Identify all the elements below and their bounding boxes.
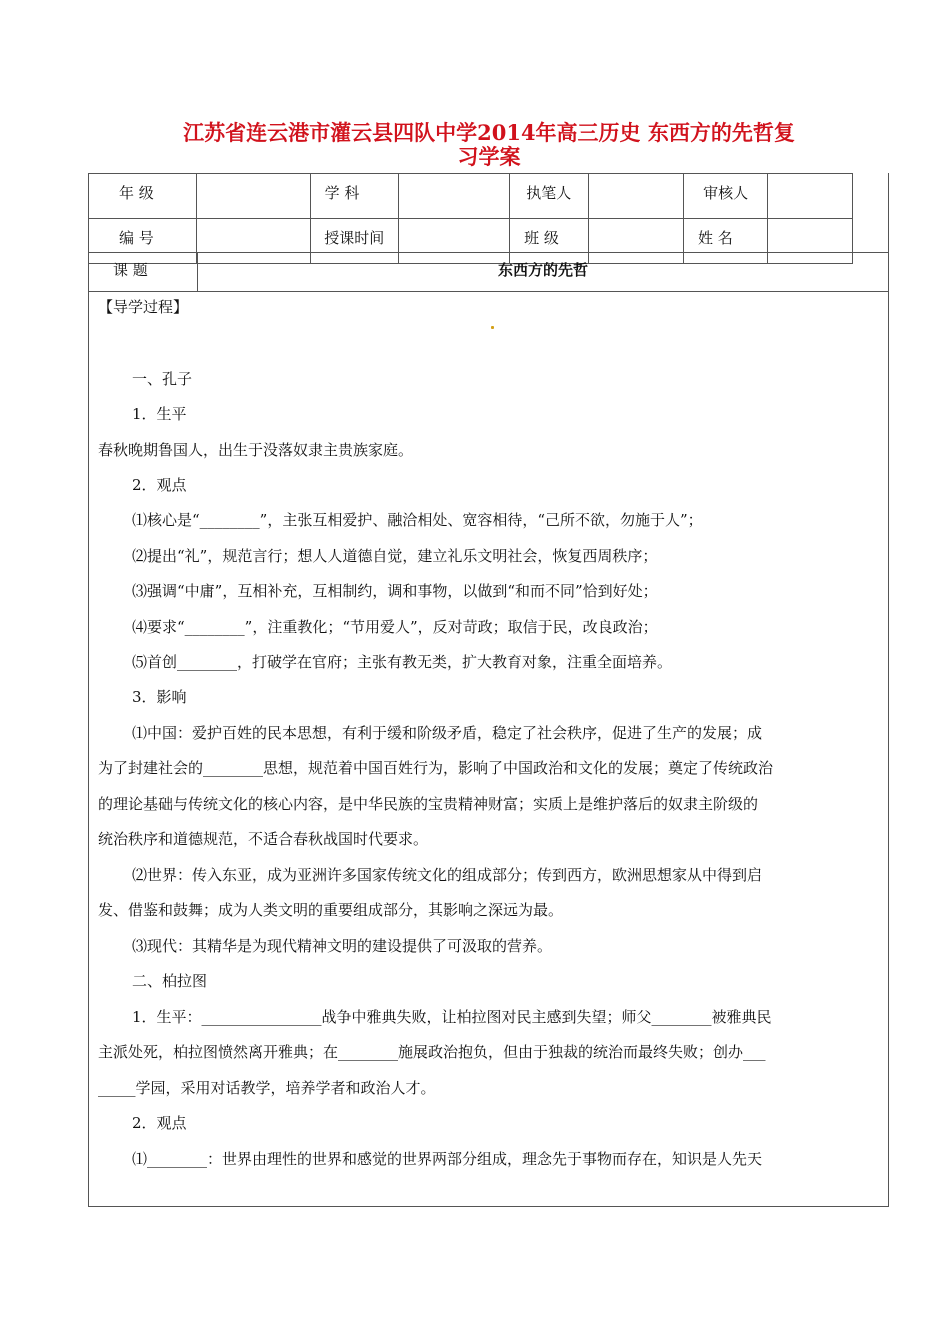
- writer-label: 执笔人: [510, 174, 588, 219]
- topic-value: 东西方的先哲: [497, 261, 588, 279]
- text-line: 一、孔子: [132, 370, 193, 388]
- teach-time-label: 授课时间: [310, 219, 398, 264]
- section-header: 【导学过程】: [98, 298, 189, 316]
- class-label: 班 级: [510, 219, 588, 264]
- text-line: 为了封建社会的________思想，规范着中国百姓行为，影响了中国政治和文化的发展；奠定了传统政治: [98, 759, 774, 777]
- text-line: ⑷要求“________”，注重教化；“节用爱人”，反对苛政；取信于民，改良政治；: [132, 618, 658, 636]
- text-line: 的理论基础与传统文化的核心内容，是中华民族的宝贵精神财富；实质上是维护落后的奴隶主阶级的: [98, 795, 759, 813]
- text-line: 1．生平：________________战争中雅典失败，让柏拉图对民主感到失望；师父________被雅典民: [132, 1008, 772, 1026]
- text-line: ⑴中国：爱护百姓的民本思想，有利于缓和阶级矛盾，稳定了社会秩序，促进了生产的发展；成: [132, 724, 763, 742]
- text-line: 3．影响: [132, 688, 187, 706]
- text-line: 1．生平: [132, 405, 187, 423]
- text-line: 发、借鉴和鼓舞；成为人类文明的重要组成部分，其影响之深远为最。: [98, 901, 564, 919]
- number-label: 编 号: [89, 219, 197, 264]
- title-line-1: 江苏省连云港市灌云县四队中学2014年高三历史 东西方的先哲复: [183, 120, 795, 145]
- text-line: ⑴核心是“________”，主张互相爱护、融洽相处、宽容相待，“己所不欲，勿施于人”；: [132, 511, 703, 529]
- title-line-2: 习学案: [457, 144, 521, 169]
- text-line: ⑴________：世界由理性的世界和感觉的世界两部分组成，理念先于事物而存在，知识是人先天: [132, 1150, 763, 1168]
- text-line: ⑶强调“中庸”，互相补充，互相制约，调和事物，以做到“和而不同”恰到好处；: [132, 582, 658, 600]
- text-line: 主派处死，柏拉图愤然离开雅典；在________施展政治抱负，但由于独裁的统治而最终失败；创办___: [98, 1043, 766, 1061]
- text-line: ⑸首创________，打破学在官府；主张有教无类，扩大教育对象，注重全面培养。: [132, 653, 673, 671]
- text-line: _____学园，采用对话教学，培养学者和政治人才。: [98, 1079, 436, 1097]
- text-line: ⑶现代：其精华是为现代精神文明的建设提供了可汲取的营养。: [132, 937, 553, 955]
- text-line: ⑵提出“礼”，规范言行；想人人道德自觉，建立礼乐文明社会，恢复西周秩序；: [132, 547, 658, 565]
- subject-label: 学 科: [310, 174, 398, 219]
- text-line: ⑵世界：传入东亚，成为亚洲许多国家传统文化的组成部分；传到西方，欧洲思想家从中得到启: [132, 866, 763, 884]
- text-line: 春秋晚期鲁国人，出生于没落奴隶主贵族家庭。: [98, 441, 414, 459]
- text-line: 2．观点: [132, 476, 187, 494]
- text-line: 二、柏拉图: [132, 972, 208, 990]
- text-line: 2．观点: [132, 1114, 187, 1132]
- document-title: [88, 120, 890, 170]
- reviewer-label: 审核人: [683, 174, 767, 219]
- stray-mark: [491, 326, 494, 329]
- topic-label: 课 题: [89, 253, 198, 291]
- text-line: 统治秩序和道德规范，不适合春秋战国时代要求。: [98, 830, 429, 848]
- name-label: 姓 名: [683, 219, 767, 264]
- grade-label: 年 级: [89, 174, 197, 219]
